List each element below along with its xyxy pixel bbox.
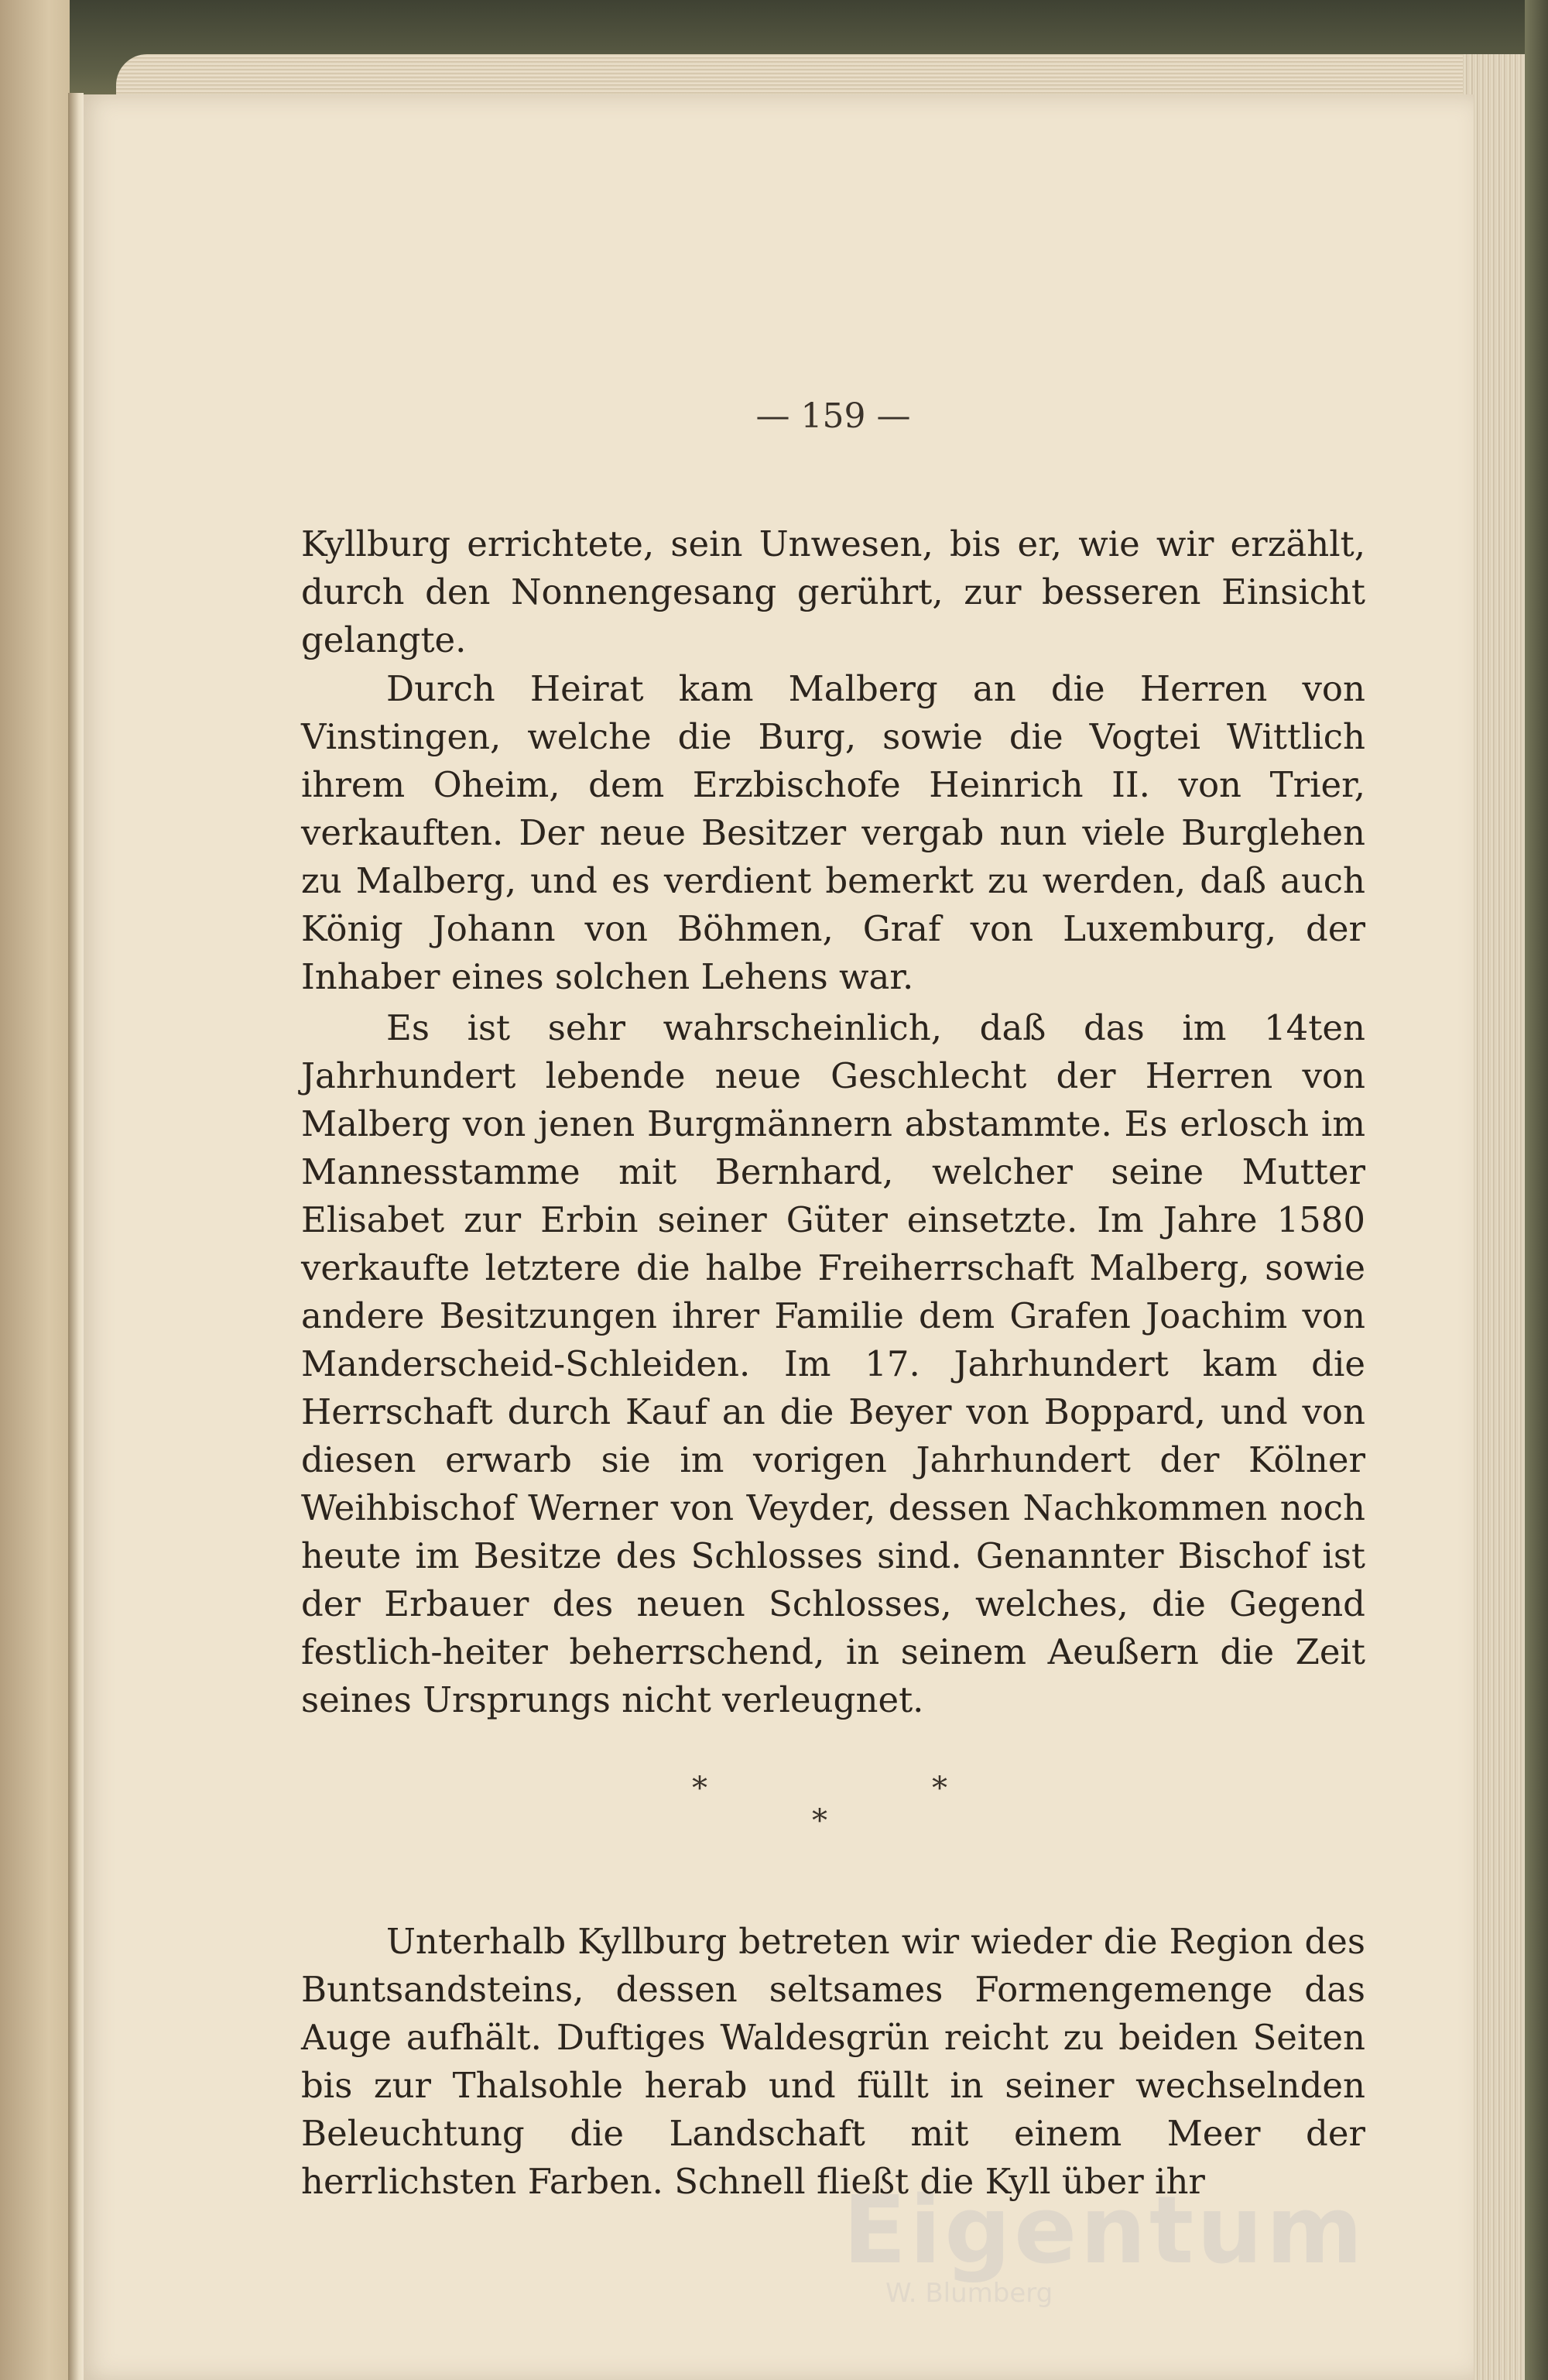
book-cover-side — [1525, 0, 1548, 2380]
section-break-asterism — [301, 1771, 1365, 1856]
page-gutter — [68, 93, 84, 2380]
book-binding — [0, 0, 70, 2380]
asterisk: * — [692, 1771, 707, 1806]
asterisk: * — [932, 1771, 947, 1806]
library-stamp-subtext: W. Blumberg — [885, 2278, 1053, 2309]
library-stamp: Eigentum — [843, 2177, 1366, 2285]
page-number: — 159 — — [755, 396, 911, 436]
asterisk: * — [812, 1803, 827, 1839]
paragraph-2: Durch Heirat kam Malberg an die Herren von Vinstingen, welche die Burg, sowie die Vogtei Wittlich ihrem Oheim, dem Erzbischofe Heinrich II. von Trier, verkauften. Der neue Besitzer vergab nun viele Burglehen zu Malberg, und es verdient bemerkt zu werden, daß auch König Johann von Böhmen, Graf von Luxemburg, der Inhaber eines solchen Lehens war. — [301, 668, 1365, 997]
paragraph-1: Kyllburg errichtete, sein Unwesen, bis er, wie wir erzählt, durch den Nonnengesang gerührt, zur besseren Einsicht gelangte. — [301, 523, 1365, 660]
book-page — [80, 94, 1474, 2380]
paragraph-3: Es ist sehr wahrscheinlich, daß das im 14ten Jahrhundert lebende neue Geschlecht der Herren von Malberg von jenen Burgmännern abstammte. Es erlosch im Mannesstamme mit Bernhard, welcher seine Mutter Elisabet zur Erbin seiner Güter einsetzte. Im Jahre 1580 verkaufte letztere die halbe Freiherrschaft Malberg, sowie andere Besitzungen ihrer Familie dem Grafen Joachim von Manderscheid-Schleiden. Im 17. Jahrhundert kam die Herrschaft durch Kauf an die Beyer von Boppard, und von diesen erwarb sie im vorigen Jahrhundert der Kölner Weihbischof Werner von Veyder, dessen Nachkommen noch heute im Besitze des Schlosses sind. Genannter Bischof ist der Erbauer des neuen Schlosses, welches, die Gegend festlich-heiter beherrschend, in seinem Aeußern die Zeit seines Ursprungs nicht verleugnet. — [301, 1007, 1365, 1720]
page-edges-top — [116, 54, 1525, 101]
paragraph-4: Unterhalb Kyllburg betreten wir wieder die Region des Buntsandsteins, dessen seltsames Formengemenge das Auge aufhält. Duftiges Waldesgrün reicht zu beiden Seiten bis zur Thalsohle herab und füllt in seiner wechselnden Beleuchtung die Landschaft mit einem Meer der herrlichsten Farben. Schnell fließt die Kyll über ihr — [301, 1921, 1365, 2202]
